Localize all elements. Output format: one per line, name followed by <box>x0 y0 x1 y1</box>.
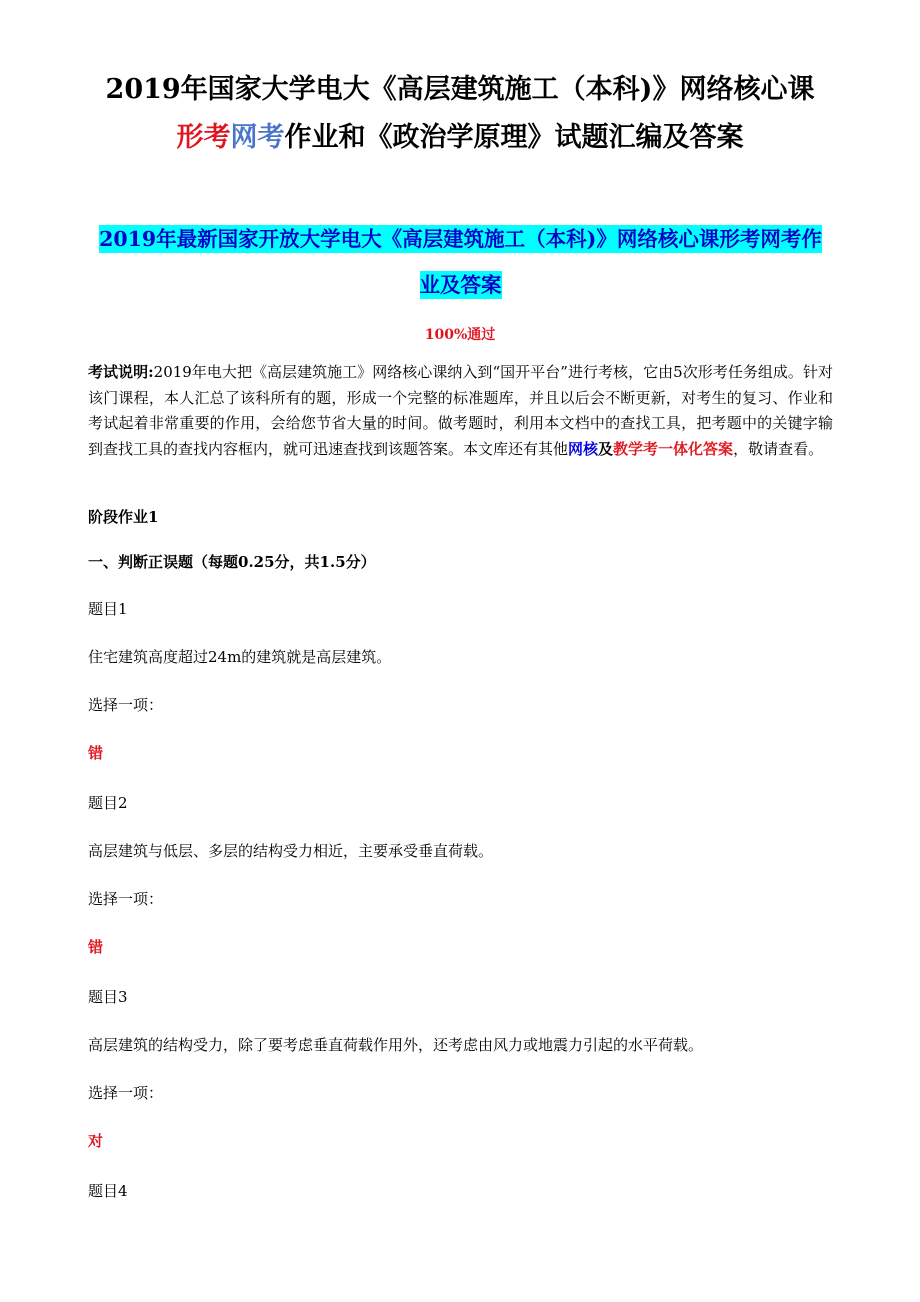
choice-prompt: 选择一项： <box>88 890 164 908</box>
answer-text: 错 <box>88 938 104 956</box>
teaching-answers-link[interactable]: 教学考一体化答案 <box>613 439 734 458</box>
document-title-line1: 2019年国家大学电大《高层建筑施工（本科)》网络核心课 <box>105 74 815 105</box>
subtitle-line2-text: 业及答案 <box>419 273 502 297</box>
question-text: 住宅建筑高度超过24m的建筑就是高层建筑。 <box>88 648 392 666</box>
question-label: 题目2 <box>88 794 128 812</box>
question-label: 题目1 <box>88 600 128 618</box>
wanghe-link[interactable]: 网核 <box>568 439 599 458</box>
exam-description-ending: ，敬请查看。 <box>733 439 824 458</box>
title-tag-xingkao: 形考 <box>176 122 231 153</box>
question-text: 高层建筑的结构受力，除了要考虑垂直荷载作用外，还考虑由风力或地震力引起的水平荷载。 <box>88 1036 704 1054</box>
exam-description-text: 2019年电大把《高层建筑施工》网络核心课纳入到“国开平台”进行考核，它由5次形考任务组成。针对该门课程，本人汇总了该科所有的题，形成一个完整的标准题库，并且以后会不断更新，对考生的复习、作业和考试起着非常重要的作用，会给您节省大量的时间。做考题时，利用本文档中的查找工具，把考题中的关键字输到查找工具的查找内容框内，就可迅速查找到该题答案。本文库还有其他 <box>88 363 833 458</box>
subtitle-line2 <box>88 271 833 299</box>
choice-prompt: 选择一项： <box>88 1084 164 1102</box>
stage-heading: 阶段作业1 <box>88 508 159 526</box>
answer-text: 对 <box>88 1132 104 1150</box>
exam-description <box>88 360 833 462</box>
subtitle-line1 <box>88 225 833 253</box>
connector-text: 及 <box>598 439 614 458</box>
section-heading: 一、判断正误题（每题0.25分，共1.5分） <box>88 553 376 571</box>
exam-description-label: 考试说明: <box>88 363 154 381</box>
title-line2-rest: 作业和《政治学原理》试题汇编及答案 <box>284 122 744 153</box>
question-text: 高层建筑与低层、多层的结构受力相近，主要承受垂直荷载。 <box>88 842 494 860</box>
document-title-line2 <box>60 122 860 154</box>
question-label: 题目3 <box>88 988 128 1006</box>
answer-text: 错 <box>88 744 104 762</box>
question-label: 题目4 <box>88 1182 128 1200</box>
choice-prompt: 选择一项： <box>88 696 164 714</box>
subtitle-line1-text: 2019年最新国家开放大学电大《高层建筑施工（本科)》网络核心课形考网考作 <box>99 227 822 251</box>
pass-rate-label: 100%通过 <box>424 327 496 343</box>
title-tag-wangkao: 网考 <box>230 122 285 153</box>
